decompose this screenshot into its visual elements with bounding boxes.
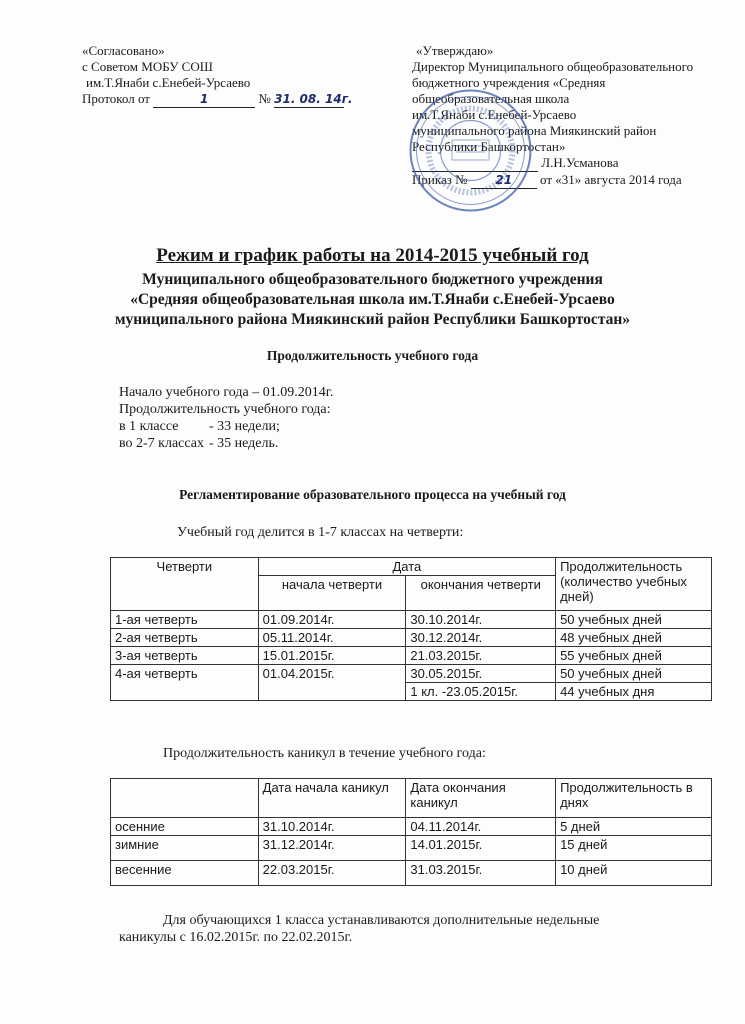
quarter-days: 55 учебных дней: [556, 647, 712, 665]
director-title-line4: им.Т.Янаби с.Енебей-Урсаево: [412, 107, 577, 122]
table-header-row: [111, 779, 712, 818]
header-quarter-start: начала четверти: [258, 576, 406, 611]
grades27-value: - 35 недель.: [209, 436, 279, 451]
protocol-num-label: №: [258, 91, 271, 106]
school-short-name: им.Т.Янаби с.Енебей-Урсаево: [86, 75, 251, 90]
header-duration: Продолжительность (количество учебных дней): [556, 558, 712, 611]
year-start: Начало учебного года – 01.09.2014г.: [119, 385, 334, 400]
holiday-name: осенние: [111, 818, 259, 836]
holiday-end: 31.03.2015г.: [406, 861, 556, 886]
approval-left-block: [82, 43, 382, 108]
document-title: Режим и график работы на 2014-2015 учебный год: [156, 245, 589, 266]
holiday-name: зимние: [111, 836, 259, 861]
holiday-start: 31.10.2014г.: [258, 818, 406, 836]
quarters-table: [110, 557, 712, 701]
header-date: Дата: [258, 558, 555, 576]
holidays-intro: Продолжительность каникул в течение учебного года:: [163, 746, 486, 761]
quarter-end: 21.03.2015г.: [406, 647, 556, 665]
header-holiday-start: Дата начала каникул: [258, 779, 406, 818]
header-empty: [111, 779, 259, 818]
quarter-name: 3-ая четверть: [111, 647, 259, 665]
table-row: [111, 818, 712, 836]
quarter-name: 2-ая четверть: [111, 629, 259, 647]
director-title-line1: Директор Муниципального общеобразовательного: [412, 59, 694, 74]
table-row: [111, 665, 712, 683]
header-quarters: Четверти: [111, 558, 259, 611]
section-year-duration-heading: Продолжительность учебного года: [266, 348, 479, 363]
quarter-end: 30.10.2014г.: [406, 611, 556, 629]
protocol-date-handwritten: 31. 08. 14г.: [274, 92, 353, 106]
quarter-name: 1-ая четверть: [111, 611, 259, 629]
institution-line3: муниципального района Миякинский район Республики Башкортостан»: [114, 311, 631, 328]
note-line1: Для обучающихся 1 класса устанавливаются дополнительные недельные: [163, 913, 600, 928]
institution-line1: Муниципального общеобразовательного бюджетного учреждения: [142, 271, 603, 288]
header-holiday-end: Дата окончания каникул: [406, 779, 556, 818]
year-duration-block: [119, 384, 619, 452]
table-row: [111, 836, 712, 861]
quarter-start: 01.04.2015г.: [258, 665, 406, 701]
quarter-end: 30.05.2015г.: [406, 665, 556, 683]
extra-holiday-note: [119, 912, 719, 946]
quarter-end: 30.12.2014г.: [406, 629, 556, 647]
official-seal-stamp: [408, 88, 533, 213]
institution-line2: «Средняя общеобразовательная школа им.Т.Янаби с.Енебей-Урсаево: [130, 291, 615, 308]
director-title-line6: Республики Башкортостан»: [412, 139, 566, 154]
grade1-value: - 33 недели;: [209, 419, 280, 434]
order-date: от «31» августа 2014 года: [540, 172, 682, 187]
council-line: с Советом МОБУ СОШ: [82, 59, 213, 74]
table-header-row: [111, 558, 712, 576]
duration-label: Продолжительность учебного года:: [119, 402, 331, 417]
table-row: [111, 861, 712, 886]
holiday-name: весенние: [111, 861, 259, 886]
quarter-days: 48 учебных дней: [556, 629, 712, 647]
holiday-days: 10 дней: [556, 861, 712, 886]
holiday-days: 15 дней: [556, 836, 712, 861]
protocol-line: [82, 91, 382, 108]
protocol-number-field: [153, 91, 255, 108]
header-quarter-end: окончания четверти: [406, 576, 556, 611]
director-title-line5: муниципального района Миякинский район: [412, 123, 657, 138]
holiday-days: 5 дней: [556, 818, 712, 836]
holiday-end: 04.11.2014г.: [406, 818, 556, 836]
table-row: [111, 647, 712, 665]
holidays-table: [110, 778, 712, 886]
table-row: [111, 611, 712, 629]
grades27-label: во 2-7 классах: [119, 436, 204, 451]
director-name: Л.Н.Усманова: [541, 155, 619, 170]
quarter-days: 50 учебных дней: [556, 611, 712, 629]
holiday-start: 22.03.2015г.: [258, 861, 406, 886]
quarter-start: 05.11.2014г.: [258, 629, 406, 647]
header-holiday-days: Продолжительность в днях: [556, 779, 712, 818]
section-regulation-heading: Регламентирование образовательного процесса на учебный год: [179, 487, 566, 502]
director-title-line3: общеобразовательная школа: [412, 91, 570, 106]
grade1-quarter-days: 44 учебных дня: [556, 683, 712, 701]
grade1-duration: [119, 418, 619, 435]
quarter-name: 4-ая четверть: [111, 665, 259, 701]
quarter-start: 15.01.2015г.: [258, 647, 406, 665]
protocol-label: Протокол от: [82, 91, 150, 106]
order-label: Приказ №: [412, 172, 468, 187]
quarters-intro: Учебный год делится в 1-7 классах на четверти:: [177, 525, 464, 540]
grade1-label: в 1 классе: [119, 419, 179, 434]
approve-label: «Утверждаю»: [416, 43, 494, 58]
quarter-start: 01.09.2014г.: [258, 611, 406, 629]
note-line2: каникулы с 16.02.2015г. по 22.02.2015г.: [119, 930, 353, 945]
order-number-handwritten: 21: [471, 172, 537, 189]
holiday-end: 14.01.2015г.: [406, 836, 556, 861]
agreed-label: «Согласовано»: [82, 43, 165, 58]
table-row: [111, 629, 712, 647]
grade1-quarter-end: 1 кл. -23.05.2015г.: [406, 683, 556, 701]
grades27-duration: [119, 435, 619, 452]
holiday-start: 31.12.2014г.: [258, 836, 406, 861]
director-title-line2: бюджетного учреждения «Средняя: [412, 75, 606, 90]
protocol-number-handwritten: 1: [200, 92, 209, 106]
quarter-days: 50 учебных дней: [556, 665, 712, 683]
